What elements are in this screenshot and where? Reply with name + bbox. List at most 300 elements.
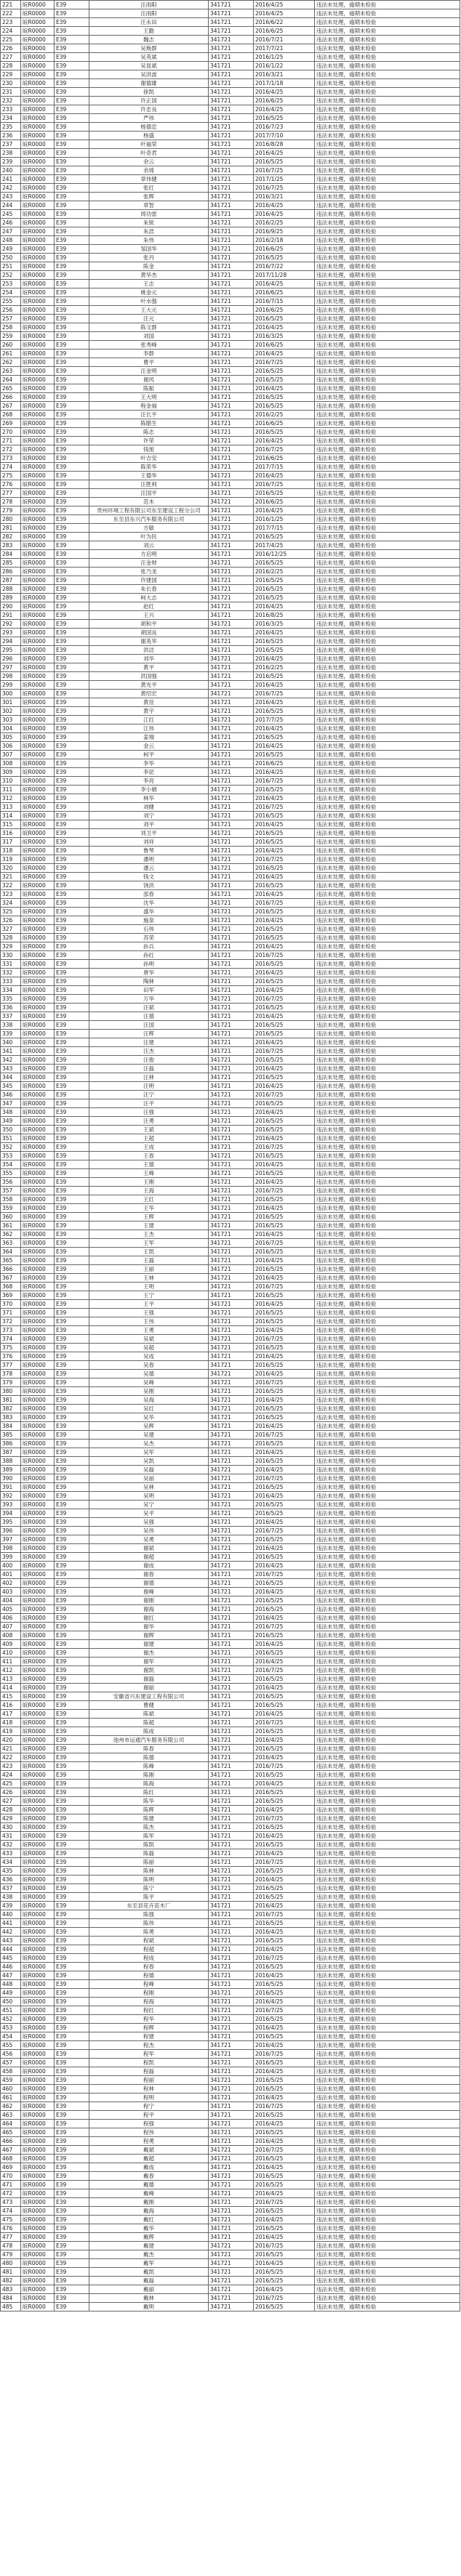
violation-reason: 违法未处理，逾期未检验 <box>315 297 460 306</box>
table-row <box>1 428 460 437</box>
plate-number: 皖R0000 <box>21 350 55 358</box>
owner-name: 戴刚 <box>89 2198 209 2207</box>
vehicle-code: E39 <box>55 411 89 419</box>
row-index: 436 <box>1 1876 21 1884</box>
record-date: 2016/6/25 <box>254 454 315 463</box>
vehicle-code: E39 <box>55 1588 89 1596</box>
table-row <box>1 1980 460 1989</box>
row-index: 330 <box>1 951 21 960</box>
row-index: 300 <box>1 690 21 698</box>
table-row <box>1 1204 460 1213</box>
plate-number: 皖R0000 <box>21 2050 55 2059</box>
plate-number: 皖R0000 <box>21 2059 55 2067</box>
plate-number: 皖R0000 <box>21 1492 55 1501</box>
violation-reason: 违法未处理，逾期未检验 <box>315 1047 460 1056</box>
table-row <box>1 620 460 629</box>
plate-number: 皖R0000 <box>21 541 55 550</box>
record-date: 2016/4/25 <box>254 2137 315 2146</box>
record-date: 2016/7/22 <box>254 262 315 271</box>
plate-number: 皖R0000 <box>21 1004 55 1012</box>
row-index: 292 <box>1 620 21 629</box>
violation-reason: 违法未处理，逾期未检验 <box>315 1012 460 1021</box>
violation-reason: 违法未处理，逾期未检验 <box>315 306 460 315</box>
record-date: 2016/5/25 <box>254 2268 315 2277</box>
table-row <box>1 1562 460 1570</box>
violation-reason: 违法未处理，逾期未检验 <box>315 1544 460 1553</box>
record-date: 2016/4/25 <box>254 1518 315 1527</box>
owner-name: 刘祥 <box>89 838 209 847</box>
owner-name: 汪林 <box>89 1073 209 1082</box>
row-index: 337 <box>1 1012 21 1021</box>
record-date: 2016/7/25 <box>254 1091 315 1099</box>
record-date: 2016/6/25 <box>254 27 315 36</box>
vehicle-code: E39 <box>55 1806 89 1814</box>
owner-name: 王勇 <box>89 1326 209 1335</box>
plate-number: 皖R0000 <box>21 323 55 332</box>
violation-reason: 违法未处理，逾期未检验 <box>315 977 460 986</box>
violation-reason: 违法未处理，逾期未检验 <box>315 1222 460 1230</box>
vehicle-code: E39 <box>55 611 89 620</box>
vehicle-code: E39 <box>55 376 89 384</box>
violation-reason: 违法未处理，逾期未检验 <box>315 1701 460 1710</box>
vehicle-code: E39 <box>55 1649 89 1658</box>
plate-number: 皖R0000 <box>21 236 55 245</box>
row-index: 345 <box>1 1082 21 1091</box>
plate-number: 皖R0000 <box>21 332 55 341</box>
owner-name: 程刚 <box>89 1989 209 1998</box>
violation-reason: 违法未处理，逾期未检验 <box>315 663 460 672</box>
plate-number: 皖R0000 <box>21 724 55 733</box>
owner-name: 杨盛 <box>89 132 209 140</box>
table-row <box>1 384 460 393</box>
area-code: 341721 <box>209 1047 254 1056</box>
row-index: 329 <box>1 942 21 951</box>
vehicle-code: E39 <box>55 1876 89 1884</box>
record-date: 2016/7/25 <box>254 1666 315 1675</box>
plate-number: 皖R0000 <box>21 1788 55 1797</box>
violation-reason: 违法未处理，逾期未检验 <box>315 2216 460 2224</box>
row-index: 420 <box>1 1736 21 1745</box>
record-date: 2016/4/25 <box>254 384 315 393</box>
table-row <box>1 36 460 44</box>
plate-number: 皖R0000 <box>21 916 55 925</box>
table-row <box>1 1187 460 1195</box>
record-date: 2016/5/25 <box>254 158 315 166</box>
violation-reason: 违法未处理，逾期未检验 <box>315 1474 460 1483</box>
vehicle-code: E39 <box>55 873 89 881</box>
vehicle-code: E39 <box>55 960 89 969</box>
record-date: 2016/7/21 <box>254 36 315 44</box>
vehicle-code: E39 <box>55 393 89 402</box>
row-index: 336 <box>1 1004 21 1012</box>
vehicle-code: E39 <box>55 1030 89 1038</box>
plate-number: 皖R0000 <box>21 2285 55 2294</box>
row-index: 405 <box>1 1605 21 1614</box>
record-date: 2016/5/25 <box>254 1745 315 1753</box>
plate-number: 皖R0000 <box>21 925 55 934</box>
table-row <box>1 1745 460 1753</box>
vehicle-code: E39 <box>55 175 89 184</box>
vehicle-code: E39 <box>55 1300 89 1309</box>
area-code: 341721 <box>209 1649 254 1658</box>
record-date: 2016/5/25 <box>254 114 315 123</box>
violation-reason: 违法未处理，逾期未检验 <box>315 698 460 707</box>
record-date: 2016/5/25 <box>254 1309 315 1317</box>
owner-name: 程伟 <box>89 2128 209 2137</box>
owner-name: 李群 <box>89 350 209 358</box>
violation-reason: 违法未处理，逾期未检验 <box>315 568 460 576</box>
plate-number: 皖R0000 <box>21 803 55 812</box>
vehicle-code: E39 <box>55 1963 89 1971</box>
table-row <box>1 890 460 899</box>
vehicle-code: E39 <box>55 2233 89 2242</box>
record-date: 2016/4/25 <box>254 1544 315 1553</box>
table-row <box>1 576 460 585</box>
record-date: 2016/5/25 <box>254 585 315 594</box>
row-index: 410 <box>1 1649 21 1658</box>
violation-reason: 违法未处理，逾期未检验 <box>315 1134 460 1143</box>
area-code: 341721 <box>209 132 254 140</box>
area-code: 341721 <box>209 1910 254 1919</box>
row-index: 351 <box>1 1134 21 1143</box>
table-row <box>1 1841 460 1849</box>
vehicle-code: E39 <box>55 1771 89 1780</box>
record-date: 2016/6/25 <box>254 288 315 297</box>
area-code: 341721 <box>209 2085 254 2093</box>
owner-name: 范木 <box>89 498 209 506</box>
table-row <box>1 9 460 18</box>
violation-reason: 违法未处理，逾期未检验 <box>315 1466 460 1474</box>
owner-name: 陈海 <box>89 1780 209 1788</box>
violation-reason: 违法未处理，逾期未检验 <box>315 1727 460 1736</box>
row-index: 305 <box>1 733 21 742</box>
vehicle-code: E39 <box>55 2285 89 2294</box>
row-index: 465 <box>1 2128 21 2137</box>
owner-name: 施泉 <box>89 916 209 925</box>
violation-reason: 违法未处理，逾期未检验 <box>315 1692 460 1701</box>
table-row <box>1 1405 460 1413</box>
vehicle-code: E39 <box>55 1317 89 1326</box>
plate-number: 皖R0000 <box>21 219 55 227</box>
record-date: 2016/9/25 <box>254 227 315 236</box>
row-index: 293 <box>1 629 21 637</box>
vehicle-code: E39 <box>55 2163 89 2172</box>
record-date: 2016/4/25 <box>254 2163 315 2172</box>
area-code: 341721 <box>209 777 254 786</box>
row-index: 473 <box>1 2198 21 2207</box>
vehicle-code: E39 <box>55 1989 89 1998</box>
record-date: 2016/4/25 <box>254 1684 315 1692</box>
plate-number: 皖R0000 <box>21 411 55 419</box>
record-date: 2016/7/25 <box>254 184 315 193</box>
violation-reason: 违法未处理，逾期未检验 <box>315 1963 460 1971</box>
vehicle-code: E39 <box>55 193 89 201</box>
row-index: 453 <box>1 2024 21 2032</box>
owner-name: 陈刚 <box>89 1771 209 1780</box>
area-code: 341721 <box>209 393 254 402</box>
plate-number: 皖R0000 <box>21 489 55 498</box>
row-index: 350 <box>1 1126 21 1134</box>
row-index: 467 <box>1 2146 21 2155</box>
vehicle-code: E39 <box>55 1222 89 1230</box>
plate-number: 皖R0000 <box>21 2224 55 2233</box>
row-index: 363 <box>1 1239 21 1248</box>
plate-number: 皖R0000 <box>21 506 55 515</box>
table-row <box>1 358 460 367</box>
vehicle-code: E39 <box>55 1056 89 1065</box>
area-code: 341721 <box>209 1945 254 1954</box>
area-code: 341721 <box>209 681 254 690</box>
vehicle-code: E39 <box>55 794 89 803</box>
vehicle-code: E39 <box>55 2085 89 2093</box>
record-date: 2016/5/25 <box>254 960 315 969</box>
row-index: 468 <box>1 2155 21 2163</box>
table-row <box>1 2155 460 2163</box>
owner-name: 李华 <box>89 759 209 768</box>
table-row <box>1 733 460 742</box>
area-code: 341721 <box>209 2024 254 2032</box>
vehicle-code: E39 <box>55 454 89 463</box>
table-row <box>1 1326 460 1335</box>
owner-name: 孙明 <box>89 960 209 969</box>
area-code: 341721 <box>209 149 254 158</box>
violation-reason: 违法未处理，逾期未检验 <box>315 1675 460 1684</box>
vehicle-code: E39 <box>55 254 89 262</box>
row-index: 455 <box>1 2041 21 2050</box>
vehicle-code: E39 <box>55 280 89 288</box>
vehicle-code: E39 <box>55 524 89 533</box>
record-date: 2016/4/25 <box>254 1945 315 1954</box>
plate-number: 皖R0000 <box>21 698 55 707</box>
area-code: 341721 <box>209 323 254 332</box>
table-row <box>1 908 460 916</box>
owner-name: 陈辉 <box>89 1806 209 1814</box>
record-date: 2016/5/25 <box>254 1535 315 1544</box>
plate-number: 皖R0000 <box>21 1256 55 1265</box>
owner-name: 程磊 <box>89 2067 209 2076</box>
area-code: 341721 <box>209 2111 254 2120</box>
vehicle-code: E39 <box>55 1378 89 1387</box>
table-row <box>1 1771 460 1780</box>
table-row <box>1 803 460 812</box>
vehicle-code: E39 <box>55 132 89 140</box>
area-code: 341721 <box>209 2155 254 2163</box>
area-code: 341721 <box>209 2050 254 2059</box>
record-date: 2016/7/25 <box>254 1335 315 1344</box>
record-date: 2016/5/25 <box>254 1387 315 1396</box>
row-index: 377 <box>1 1361 21 1370</box>
record-date: 2016/5/25 <box>254 786 315 794</box>
owner-name: 王红 <box>89 1195 209 1204</box>
owner-name: 李亮 <box>89 777 209 786</box>
row-index: 443 <box>1 1937 21 1945</box>
area-code: 341721 <box>209 541 254 550</box>
record-date: 2016/5/25 <box>254 2059 315 2067</box>
owner-name: 徐凯 <box>89 88 209 97</box>
record-date: 2016/5/25 <box>254 1413 315 1422</box>
area-code: 341721 <box>209 1954 254 1963</box>
area-code: 341721 <box>209 489 254 498</box>
table-row <box>1 1387 460 1396</box>
area-code: 341721 <box>209 969 254 977</box>
area-code: 341721 <box>209 2285 254 2294</box>
owner-name: 余云 <box>89 158 209 166</box>
vehicle-code: E39 <box>55 1614 89 1623</box>
owner-name: 潘明 <box>89 855 209 864</box>
table-row <box>1 1553 460 1562</box>
plate-number: 皖R0000 <box>21 1876 55 1884</box>
record-date: 2016/5/25 <box>254 881 315 890</box>
table-row <box>1 166 460 175</box>
vehicle-code: E39 <box>55 1274 89 1283</box>
area-code: 341721 <box>209 1928 254 1937</box>
table-row <box>1 367 460 376</box>
table-row <box>1 1396 460 1405</box>
plate-number: 皖R0000 <box>21 114 55 123</box>
owner-name: 戴成 <box>89 2163 209 2172</box>
vehicle-code: E39 <box>55 227 89 236</box>
violation-reason: 违法未处理，逾期未检验 <box>315 1562 460 1570</box>
plate-number: 皖R0000 <box>21 1222 55 1230</box>
table-row <box>1 1631 460 1640</box>
violation-reason: 违法未处理，逾期未检验 <box>315 1274 460 1283</box>
table-row <box>1 1596 460 1605</box>
violation-reason: 违法未处理，逾期未检验 <box>315 2250 460 2259</box>
table-row <box>1 184 460 193</box>
record-date: 2016/5/25 <box>254 1195 315 1204</box>
vehicle-code: E39 <box>55 1073 89 1082</box>
table-row <box>1 1248 460 1256</box>
table-row <box>1 1780 460 1788</box>
table-row <box>1 820 460 829</box>
record-date: 2016/4/25 <box>254 323 315 332</box>
owner-name: 程斌 <box>89 1937 209 1945</box>
row-index: 260 <box>1 341 21 350</box>
row-index: 234 <box>1 114 21 123</box>
row-index: 438 <box>1 1893 21 1902</box>
owner-name: 谢成 <box>89 1562 209 1570</box>
owner-name: 陈春 <box>89 1745 209 1753</box>
vehicle-code: E39 <box>55 977 89 986</box>
row-index: 434 <box>1 1858 21 1867</box>
vehicle-code: E39 <box>55 1448 89 1457</box>
table-row <box>1 1649 460 1658</box>
table-row <box>1 254 460 262</box>
area-code: 341721 <box>209 1440 254 1448</box>
record-date: 2016/5/25 <box>254 1919 315 1928</box>
plate-number: 皖R0000 <box>21 1710 55 1719</box>
plate-number: 皖R0000 <box>21 1884 55 1893</box>
plate-number: 皖R0000 <box>21 1501 55 1509</box>
area-code: 341721 <box>209 2128 254 2137</box>
area-code: 341721 <box>209 1387 254 1396</box>
vehicle-code: E39 <box>55 1004 89 1012</box>
table-row <box>1 2032 460 2041</box>
plate-number: 皖R0000 <box>21 1326 55 1335</box>
table-row <box>1 1570 460 1579</box>
violation-reason: 违法未处理，逾期未检验 <box>315 62 460 70</box>
owner-name: 汪强 <box>89 1108 209 1117</box>
vehicle-code: E39 <box>55 1893 89 1902</box>
violation-reason: 违法未处理，逾期未检验 <box>315 44 460 53</box>
violation-reason: 违法未处理，逾期未检验 <box>315 201 460 210</box>
plate-number: 皖R0000 <box>21 1073 55 1082</box>
table-row <box>1 1501 460 1509</box>
area-code: 341721 <box>209 1457 254 1466</box>
owner-name: 汪雨阳 <box>89 1 209 9</box>
table-row <box>1 2268 460 2277</box>
record-date: 2016/5/25 <box>254 812 315 820</box>
record-date: 2016/5/25 <box>254 1867 315 1876</box>
vehicle-code: E39 <box>55 1012 89 1021</box>
plate-number: 皖R0000 <box>21 1780 55 1788</box>
table-row <box>1 1160 460 1169</box>
owner-name: 方启明 <box>89 550 209 559</box>
table-row <box>1 1004 460 1012</box>
vehicle-code: E39 <box>55 2024 89 2032</box>
plate-number: 皖R0000 <box>21 1588 55 1596</box>
vehicle-code: E39 <box>55 1553 89 1562</box>
plate-number: 皖R0000 <box>21 1753 55 1762</box>
plate-number: 皖R0000 <box>21 1614 55 1623</box>
owner-name: 王德 <box>89 1160 209 1169</box>
vehicle-code: E39 <box>55 559 89 568</box>
violation-reason: 违法未处理，逾期未检验 <box>315 1440 460 1448</box>
table-row <box>1 2024 460 2032</box>
row-index: 274 <box>1 463 21 472</box>
row-index: 441 <box>1 1919 21 1928</box>
vehicle-code: E39 <box>55 1535 89 1544</box>
area-code: 341721 <box>209 1352 254 1361</box>
vehicle-code: E39 <box>55 1640 89 1649</box>
violation-reason: 违法未处理，逾期未检验 <box>315 1596 460 1605</box>
plate-number: 皖R0000 <box>21 594 55 602</box>
plate-number: 皖R0000 <box>21 1091 55 1099</box>
owner-name: 沈华 <box>89 899 209 908</box>
violation-reason: 违法未处理，逾期未检验 <box>315 2024 460 2032</box>
violation-reason: 违法未处理，逾期未检验 <box>315 1361 460 1370</box>
row-index: 229 <box>1 70 21 79</box>
owner-name: 谢峰 <box>89 1588 209 1596</box>
table-row <box>1 1239 460 1248</box>
record-date: 2016/5/25 <box>254 1893 315 1902</box>
table-row <box>1 219 460 227</box>
violation-reason: 违法未处理，逾期未检验 <box>315 533 460 541</box>
owner-name: 谢春 <box>89 1570 209 1579</box>
area-code: 341721 <box>209 1623 254 1631</box>
row-index: 401 <box>1 1570 21 1579</box>
record-date: 2016/5/25 <box>254 576 315 585</box>
vehicle-code: E39 <box>55 97 89 105</box>
owner-name: 陈华 <box>89 1797 209 1806</box>
record-date: 2016/5/25 <box>254 1317 315 1326</box>
violation-reason: 违法未处理，逾期未检验 <box>315 2259 460 2268</box>
area-code: 341721 <box>209 1841 254 1849</box>
plate-number: 皖R0000 <box>21 1082 55 1091</box>
table-row <box>1 515 460 524</box>
vehicle-code: E39 <box>55 2303 89 2311</box>
record-date: 2016/7/25 <box>254 480 315 489</box>
record-date: 2016/7/25 <box>254 899 315 908</box>
record-date: 2016/5/25 <box>254 908 315 916</box>
owner-name: 程德 <box>89 1971 209 1980</box>
violation-reason: 违法未处理，逾期未检验 <box>315 367 460 376</box>
owner-name: 叶水强 <box>89 297 209 306</box>
owner-name: 程强 <box>89 2120 209 2128</box>
vehicle-code: E39 <box>55 2146 89 2155</box>
table-row <box>1 1727 460 1736</box>
area-code: 341721 <box>209 280 254 288</box>
